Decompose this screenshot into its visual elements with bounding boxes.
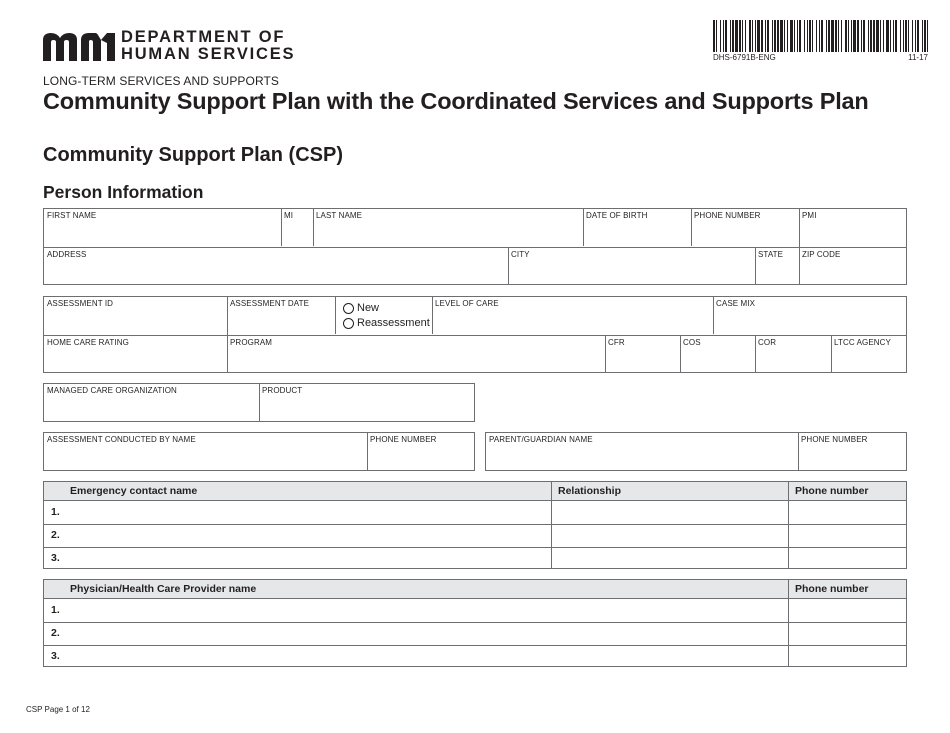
section-heading: Person Information	[43, 182, 204, 202]
page-number: CSP Page 1 of 12	[26, 705, 90, 714]
barcode-icon	[713, 20, 928, 52]
col-physician-name: Physician/Health Care Provider name	[70, 583, 257, 595]
radio-circle-icon[interactable]	[343, 303, 354, 314]
category-label: LONG-TERM SERVICES AND SUPPORTS	[43, 74, 280, 88]
assessment-box	[43, 296, 907, 373]
radio-new-label: New	[357, 302, 380, 314]
guardian-box	[485, 432, 907, 471]
table-row[interactable]: 2.	[51, 627, 60, 639]
home-care-rating-field[interactable]: HOME CARE RATING	[47, 338, 129, 347]
table-row[interactable]: 1.	[51, 604, 60, 616]
ltcc-agency-field[interactable]: LTCC AGENCY	[834, 338, 891, 347]
last-name-field[interactable]: LAST NAME	[316, 211, 363, 220]
assessment-id-field[interactable]: ASSESSMENT ID	[47, 299, 114, 308]
person-info-box	[43, 208, 907, 285]
mn-logo-icon	[43, 31, 115, 61]
conducted-by-phone-field[interactable]: PHONE NUMBER	[370, 435, 437, 444]
zip-field[interactable]: ZIP CODE	[802, 250, 841, 259]
cfr-field[interactable]: CFR	[608, 338, 625, 347]
managed-care-box	[43, 383, 475, 422]
radio-circle-icon[interactable]	[343, 318, 354, 329]
level-of-care-field[interactable]: LEVEL OF CARE	[435, 299, 499, 308]
first-name-field[interactable]: FIRST NAME	[47, 211, 97, 220]
col-emergency-name: Emergency contact name	[70, 485, 198, 497]
table-row[interactable]: 1.	[51, 506, 60, 518]
table-row[interactable]: 2.	[51, 529, 60, 541]
page-subtitle: Community Support Plan (CSP)	[43, 144, 343, 166]
col-phone: Phone number	[795, 583, 869, 595]
dob-field[interactable]: DATE OF BIRTH	[586, 211, 648, 220]
guardian-phone-field[interactable]: PHONE NUMBER	[801, 435, 868, 444]
form-number: DHS-6791B-ENG	[713, 53, 776, 62]
form-date: 11-17	[908, 53, 928, 62]
cos-field[interactable]: COS	[683, 338, 701, 347]
cor-field[interactable]: COR	[758, 338, 777, 347]
physician-table	[43, 579, 907, 667]
product-field[interactable]: PRODUCT	[262, 386, 303, 395]
radio-reassessment[interactable]	[343, 317, 430, 329]
col-relationship: Relationship	[558, 485, 622, 497]
guardian-name-field[interactable]: PARENT/GUARDIAN NAME	[489, 435, 593, 444]
mi-field[interactable]: MI	[284, 211, 294, 220]
radio-new[interactable]	[343, 302, 379, 314]
assessment-date-field[interactable]: ASSESSMENT DATE	[230, 299, 309, 308]
radio-reassessment-label: Reassessment	[357, 317, 430, 329]
agency-name	[121, 29, 295, 62]
address-field[interactable]: ADDRESS	[47, 250, 87, 259]
conducted-by-name-field[interactable]: ASSESSMENT CONDUCTED BY NAME	[47, 435, 196, 444]
agency-line2: HUMAN SERVICES	[121, 44, 296, 63]
agency-line1: DEPARTMENT OF	[121, 28, 286, 46]
table-row[interactable]: 3.	[51, 650, 60, 662]
program-field[interactable]: PROGRAM	[230, 338, 273, 347]
emergency-contact-table	[43, 481, 907, 569]
mco-field[interactable]: MANAGED CARE ORGANIZATION	[47, 386, 177, 395]
page-title: Community Support Plan with the Coordinated Services and Supports Plan	[43, 88, 869, 114]
phone-field[interactable]: PHONE NUMBER	[694, 211, 761, 220]
table-row[interactable]: 3.	[51, 552, 60, 564]
pmi-field[interactable]: PMI	[802, 211, 817, 220]
state-field[interactable]: STATE	[758, 250, 784, 259]
city-field[interactable]: CITY	[511, 250, 530, 259]
col-phone: Phone number	[795, 485, 869, 497]
case-mix-field[interactable]: CASE MIX	[716, 299, 756, 308]
conducted-by-box	[43, 432, 475, 471]
mn-logo	[43, 30, 115, 62]
